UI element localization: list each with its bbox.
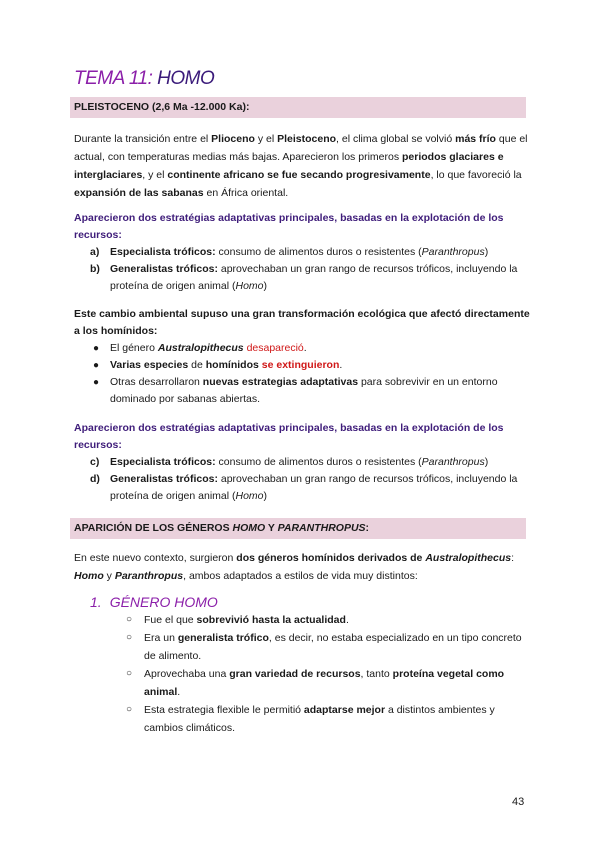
section-heading-aparicion: APARICIÓN DE LOS GÉNEROS HOMO Y PARANTHROPUS:: [70, 518, 526, 539]
circle-bullet-icon: ○: [126, 668, 133, 679]
page-title: [74, 68, 214, 90]
circle-bullet-icon: ○: [126, 704, 133, 715]
genero-homo-heading: 1. GÉNERO HOMO: [90, 594, 218, 610]
context-paragraph: En este nuevo contexto, surgieron dos géneros homínidos derivados de Australopithecus: Homo y Paranthropus, ambos adaptados a estilos de vida muy distintos:: [74, 552, 515, 582]
list-item: ○ Era un generalista trófico, es decir, no estaba especializado en un tipo concreto de alimento.: [116, 629, 526, 665]
list-item: d) Generalistas tróficos: aprovechaban un gran rango de recursos tróficos, incluyendo la proteína de origen animal (Homo): [90, 473, 518, 502]
section-heading-pleistoceno: PLEISTOCENO (2,6 Ma -12.000 Ka):: [70, 97, 526, 118]
list-item: ○ Aprovechaba una gran variedad de recursos, tanto proteína vegetal como animal.: [116, 665, 526, 701]
bullet-icon: ●: [93, 343, 100, 354]
intro-paragraph: Durante la transición entre el Plioceno y el Pleistoceno, el clima global se volvió más frío que el actual, con temperaturas medias más bajas. Aparecieron los primeros periodos glaciares e interglaciares, y el continente africano se fue secando progresivamente, lo que favoreció la expansión de las sabanas en África oriental.: [74, 133, 528, 199]
list-item: ● Varias especies de homínidos se extinguieron.: [74, 357, 530, 374]
circle-bullet-icon: ○: [126, 614, 133, 625]
circle-bullet-icon: ○: [126, 632, 133, 643]
list-item: ● El género Australopithecus desapareció.: [74, 340, 530, 357]
bullet-icon: ●: [93, 360, 100, 371]
page-number: 43: [512, 796, 525, 808]
bullet-icon: ●: [93, 377, 100, 388]
strategies-list-1: [74, 244, 530, 295]
list-item: b) Generalistas tróficos: aprovechaban un gran rango de recursos tróficos, incluyendo la proteína de origen animal (Homo): [90, 263, 518, 292]
title-prefix: TEMA 11:: [74, 68, 153, 89]
homo-points-list: [116, 611, 526, 737]
strategies-heading-1: Aparecieron dos estratégias adaptativas principales, basadas en la explotación de los recursos:: [74, 212, 504, 241]
list-item: a) Especialista tróficos: consumo de alimentos duros o resistentes (Paranthropus): [90, 246, 489, 258]
list-item: ○ Fue el que sobrevivió hasta la actualidad.: [116, 611, 526, 629]
list-item: c) Especialista tróficos: consumo de alimentos duros o resistentes (Paranthropus): [90, 456, 489, 468]
list-item: ● Otras desarrollaron nuevas estrategias adaptativas para sobrevivir en un entorno dominado por sabanas abiertas.: [93, 376, 498, 405]
title-main: HOMO: [157, 68, 215, 89]
change-bullets: [74, 340, 530, 408]
strategies-list-2: [74, 454, 530, 505]
strategies-heading-2: Aparecieron dos estratégias adaptativas principales, basadas en la explotación de los recursos:: [74, 422, 504, 451]
list-item: ○ Esta estrategia flexible le permitió adaptarse mejor a distintos ambientes y cambios climáticos.: [116, 701, 526, 737]
change-heading: Este cambio ambiental supuso una gran transformación ecológica que afectó directamente a los homínidos:: [74, 308, 530, 337]
